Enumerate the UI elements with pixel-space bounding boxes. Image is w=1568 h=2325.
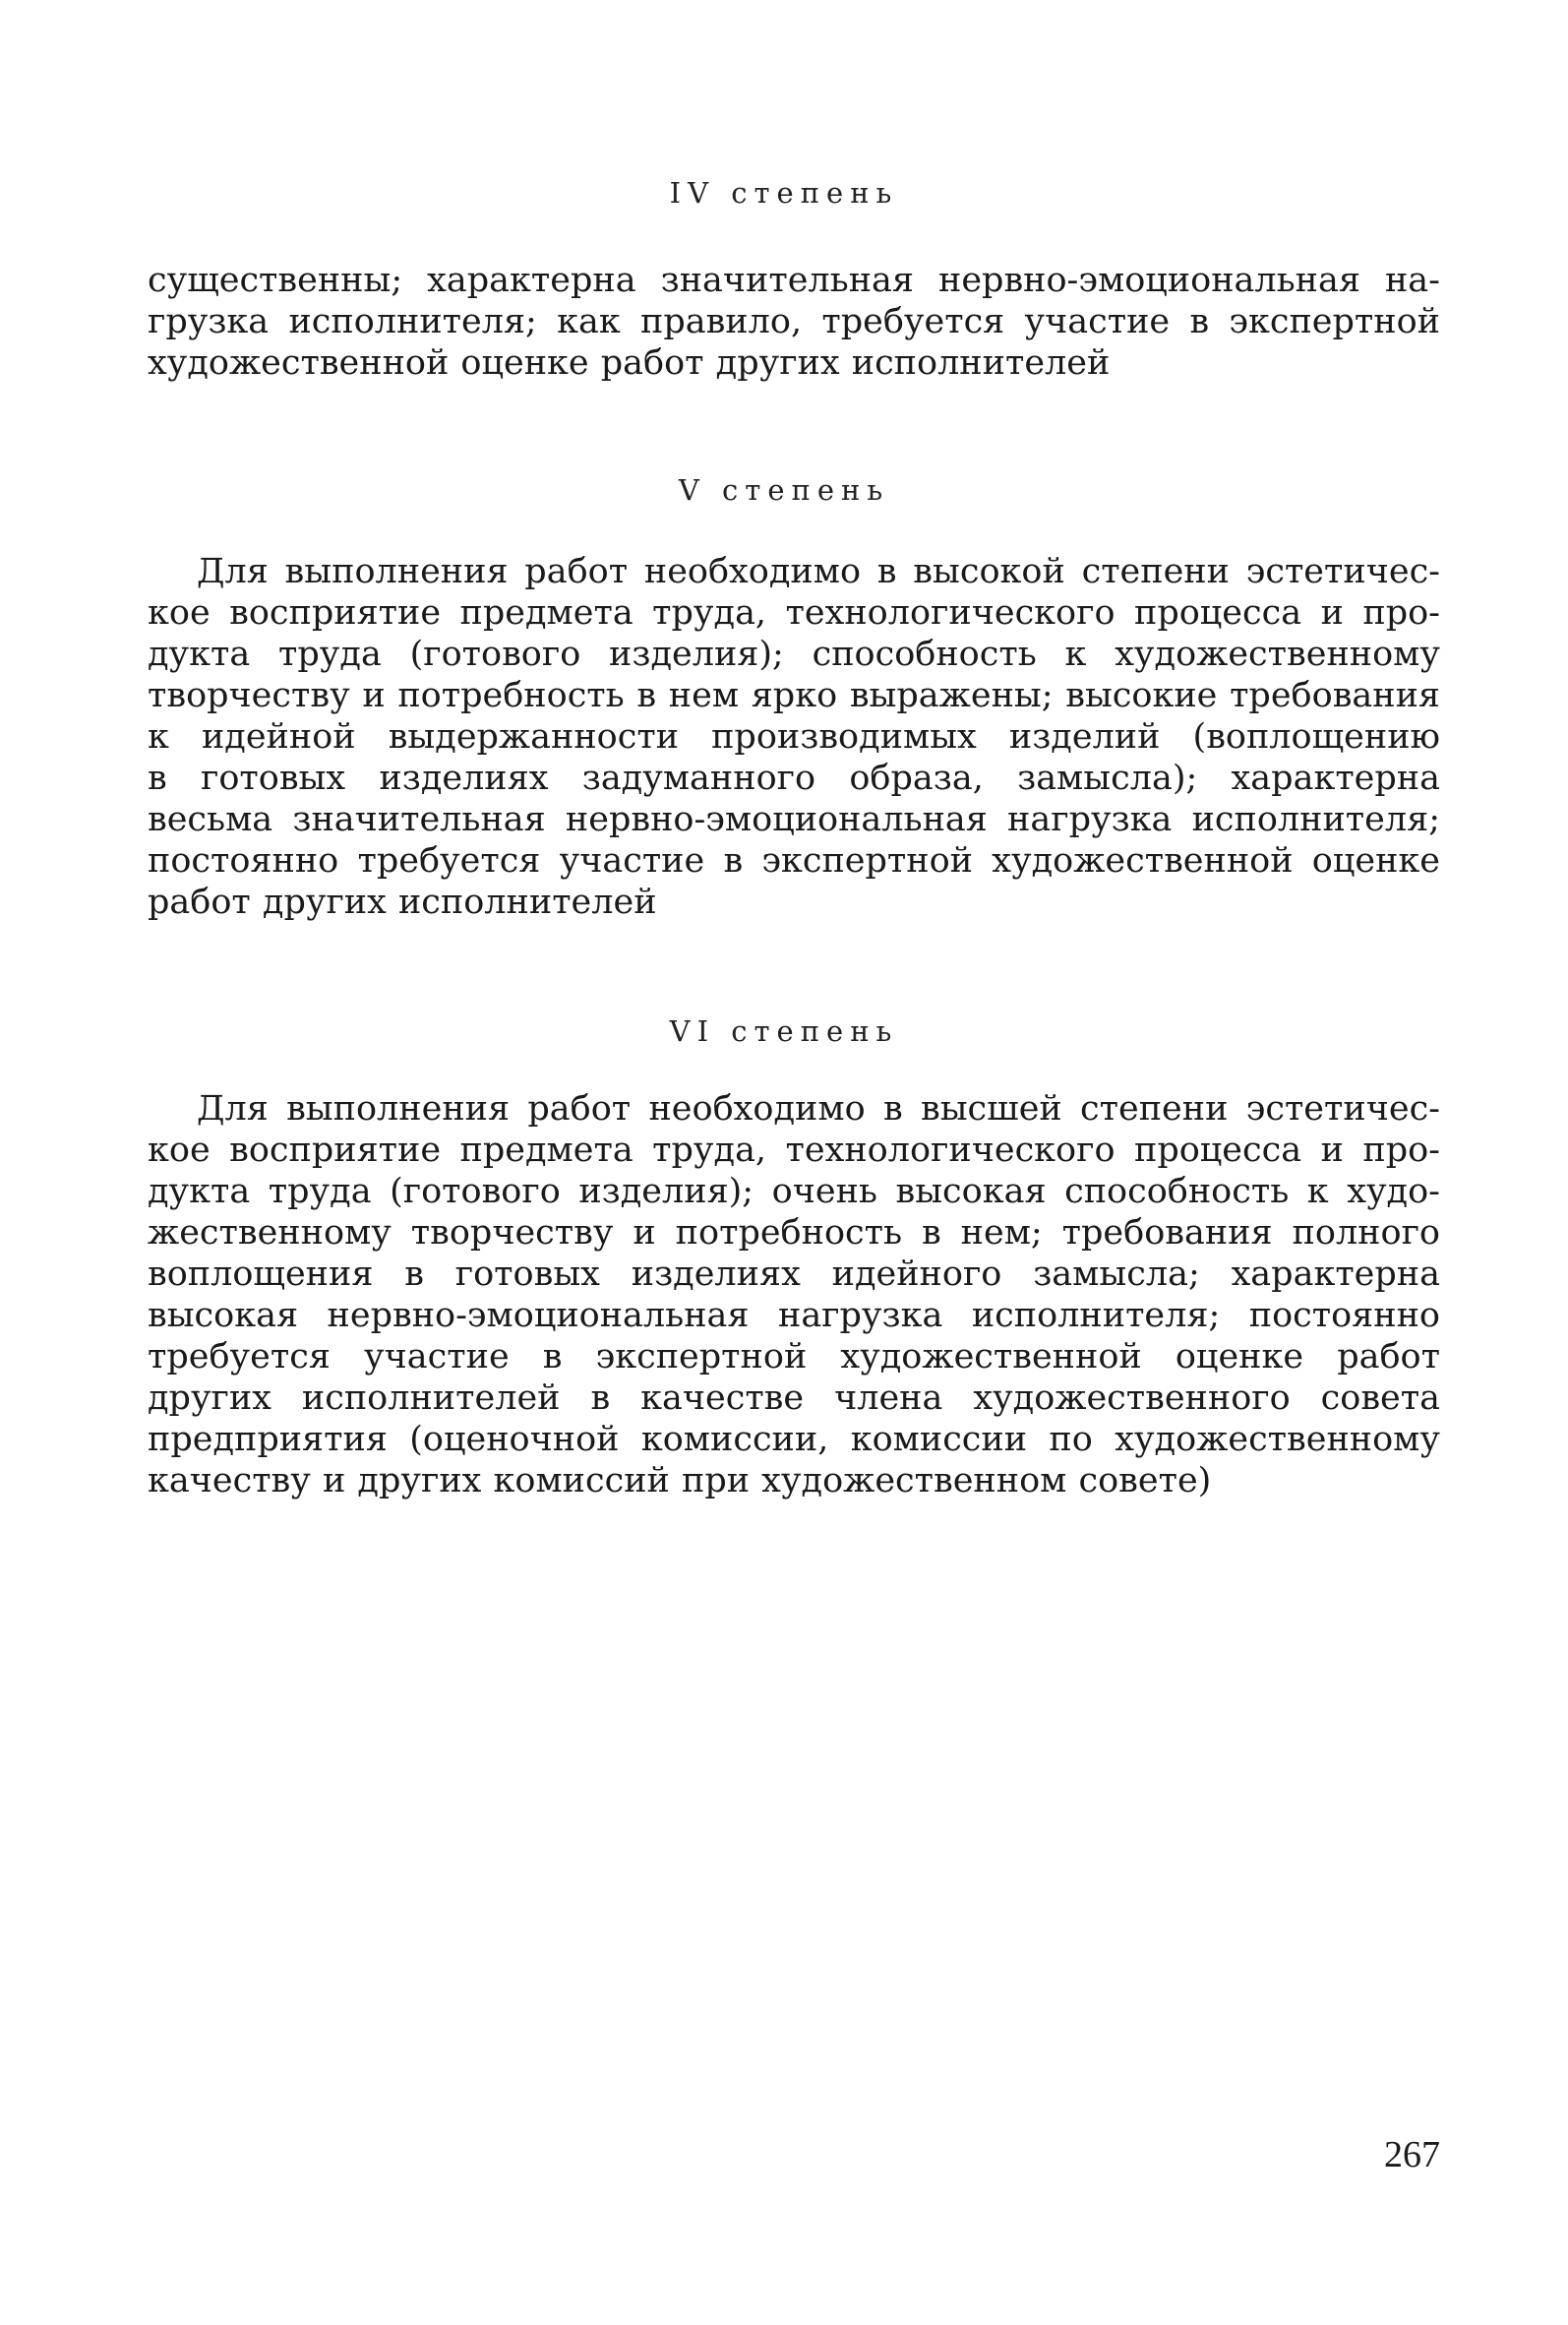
section-iv-line-1: существенны; характерна значительная нервно-эмоциональная на-	[148, 261, 1440, 300]
section-vi-line-2: кое восприятие предмета труда, технологического процесса и про-	[148, 1131, 1440, 1170]
page-number: 267	[1384, 2134, 1440, 2175]
section-vi-line-10: качеству и других комиссий при художественном совете)	[148, 1461, 1212, 1500]
section-heading-v: V степень	[678, 473, 890, 507]
section-vi-line-5: воплощения в готовых изделиях идейного замысла; характерна	[148, 1254, 1440, 1294]
section-v-line-6: в готовых изделиях задуманного образа, замысла); характерна	[148, 759, 1440, 798]
section-v-line-4: творчеству и потребность в нем ярко выражены; высокие требования	[148, 676, 1440, 715]
section-vi-line-6: высокая нервно-эмоциональная нагрузка исполнителя; постоянно	[148, 1296, 1440, 1335]
section-v-line-9: работ других исполнителей	[148, 883, 657, 922]
section-iv-line-2: грузка исполнителя; как правило, требуется участие в экспертной	[148, 302, 1440, 341]
section-v-line-3: дукта труда (готового изделия); способность к художественному	[148, 635, 1440, 674]
section-vi-line-8: других исполнителей в качестве члена художественного совета	[148, 1378, 1440, 1418]
section-vi-line-7: требуется участие в экспертной художественной оценке работ	[148, 1337, 1440, 1377]
section-v-line-2: кое восприятие предмета труда, технологического процесса и про-	[148, 593, 1440, 633]
section-iv-line-3: художественной оценке работ других исполнителей	[148, 343, 1111, 383]
section-v-line-8: постоянно требуется участие в экспертной художественной оценке	[148, 841, 1440, 881]
section-vi-line-3: дукта труда (готового изделия); очень высокая способность к худо-	[148, 1172, 1440, 1211]
section-v-line-5: к идейной выдержанности производимых изделий (воплощению	[148, 717, 1440, 757]
section-vi-line-4: жественному творчеству и потребность в нем; требования полного	[148, 1213, 1440, 1253]
section-v-line-1: Для выполнения работ необходимо в высокой степени эстетичес-	[197, 552, 1440, 591]
section-v-line-7: весьма значительная нервно-эмоциональная нагрузка исполнителя;	[148, 800, 1440, 839]
section-heading-vi: VI степень	[669, 1014, 899, 1048]
section-heading-iv: IV степень	[669, 176, 899, 210]
section-vi-line-9: предприятия (оценочной комиссии, комиссии по художественному	[148, 1420, 1440, 1459]
section-vi-line-1: Для выполнения работ необходимо в высшей степени эстетичес-	[197, 1089, 1440, 1129]
